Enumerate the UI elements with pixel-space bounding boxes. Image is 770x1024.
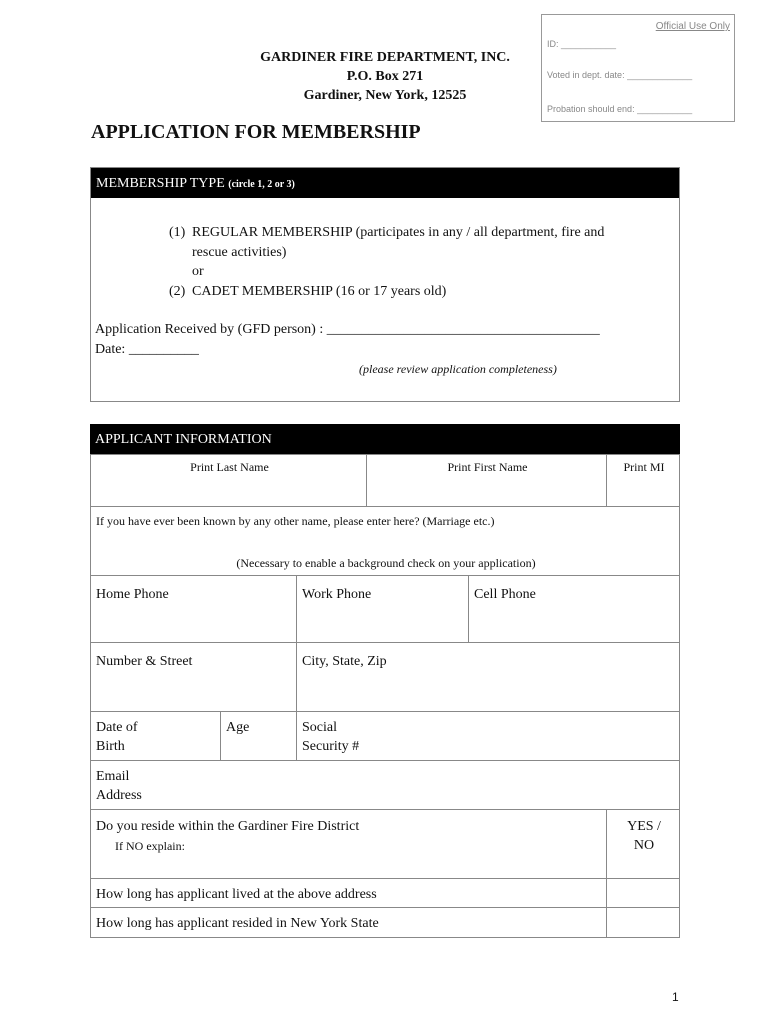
org-city: Gardiner, New York, 12525 [303,88,467,103]
other-name-cell[interactable] [90,506,680,576]
ssn-label [302,718,359,756]
option-1-number[interactable]: (1) [169,225,186,240]
applicant-bar-label: APPLICANT INFORMATION [95,432,272,447]
membership-bar [91,168,679,198]
page-number: 1 [672,990,679,1004]
street-label: Number & Street [96,654,193,669]
middle-initial-cell[interactable] [606,454,680,507]
yes-option[interactable]: YES / [627,819,661,834]
middle-initial-label: Print MI [623,460,665,474]
home-phone-label: Home Phone [96,587,169,602]
cell-phone-cell[interactable] [468,575,680,643]
email-cell[interactable] [90,760,680,810]
lived-ny-cell [90,907,607,938]
background-note: (Necessary to enable a background check on your application) [236,556,536,570]
applicant-bar [90,424,680,454]
lived-ny-label: How long has applicant resided in New York State [96,916,379,931]
first-name-cell[interactable] [366,454,607,507]
membership-bar-note: (circle 1, 2 or 3) [228,179,295,190]
membership-bar-label: MEMBERSHIP TYPE [96,176,225,191]
city-state-zip-cell[interactable] [296,642,680,712]
official-use-header: Official Use Only [655,21,730,32]
official-id-field[interactable]: ID: ___________ [547,39,617,49]
page-title: APPLICATION FOR MEMBERSHIP [91,121,421,143]
ssn-label-line2: Security # [302,739,360,754]
org-pobox: P.O. Box 271 [346,69,424,84]
home-phone-cell[interactable] [90,575,297,643]
ssn-label-line1: Social [302,720,337,735]
dob-cell[interactable] [90,711,221,761]
dob-label-line1: Date of [96,720,138,735]
dob-label [96,718,138,756]
email-label [96,767,142,805]
org-name: GARDINER FIRE DEPARTMENT, INC. [260,50,510,65]
last-name-cell[interactable] [90,454,367,507]
last-name-label: Print Last Name [190,460,269,474]
if-no-explain-field[interactable]: If NO explain: [115,839,185,853]
reside-question: Do you reside within the Gardiner Fire District [96,819,360,834]
age-label: Age [226,720,250,735]
received-by-field[interactable]: Application Received by (GFD person) : _______________________________________ [95,322,600,337]
age-cell[interactable] [220,711,297,761]
ssn-cell[interactable] [296,711,680,761]
lived-address-cell [90,878,607,908]
lived-address-input[interactable] [606,878,680,908]
option-or: or [192,264,204,279]
lived-address-label: How long has applicant lived at the above address [96,887,377,902]
email-label-line2: Address [96,788,142,803]
yes-no-choice[interactable] [607,817,681,855]
membership-section [90,167,680,402]
reside-cell [90,809,607,879]
work-phone-cell[interactable] [296,575,469,643]
cell-phone-label: Cell Phone [474,587,536,602]
work-phone-label: Work Phone [302,587,372,602]
lived-ny-input[interactable] [606,907,680,938]
option-2-number[interactable]: (2) [169,284,186,299]
first-name-label: Print First Name [447,460,528,474]
applicant-section [90,424,680,939]
option-1-line2: rescue activities) [192,245,287,260]
official-probation-field[interactable]: Probation should end: ___________ [547,104,693,114]
review-note: (please review application completeness) [359,362,557,376]
received-date-field[interactable]: Date: __________ [95,342,199,357]
official-use-box [541,14,735,122]
city-state-zip-label: City, State, Zip [302,654,387,669]
reside-answer-cell[interactable] [606,809,680,879]
other-name-label: If you have ever been known by any other name, please enter here? (Marriage etc.) [96,514,495,528]
dob-label-line2: Birth [96,739,125,754]
option-1-line1: REGULAR MEMBERSHIP (participates in any / all department, fire and [192,225,605,240]
street-cell[interactable] [90,642,297,712]
no-option[interactable]: NO [633,838,655,853]
email-label-line1: Email [96,769,130,784]
official-voted-date-field[interactable]: Voted in dept. date: _____________ [547,70,693,80]
option-2-label: CADET MEMBERSHIP (16 or 17 years old) [192,284,447,299]
organization-header [225,48,545,105]
